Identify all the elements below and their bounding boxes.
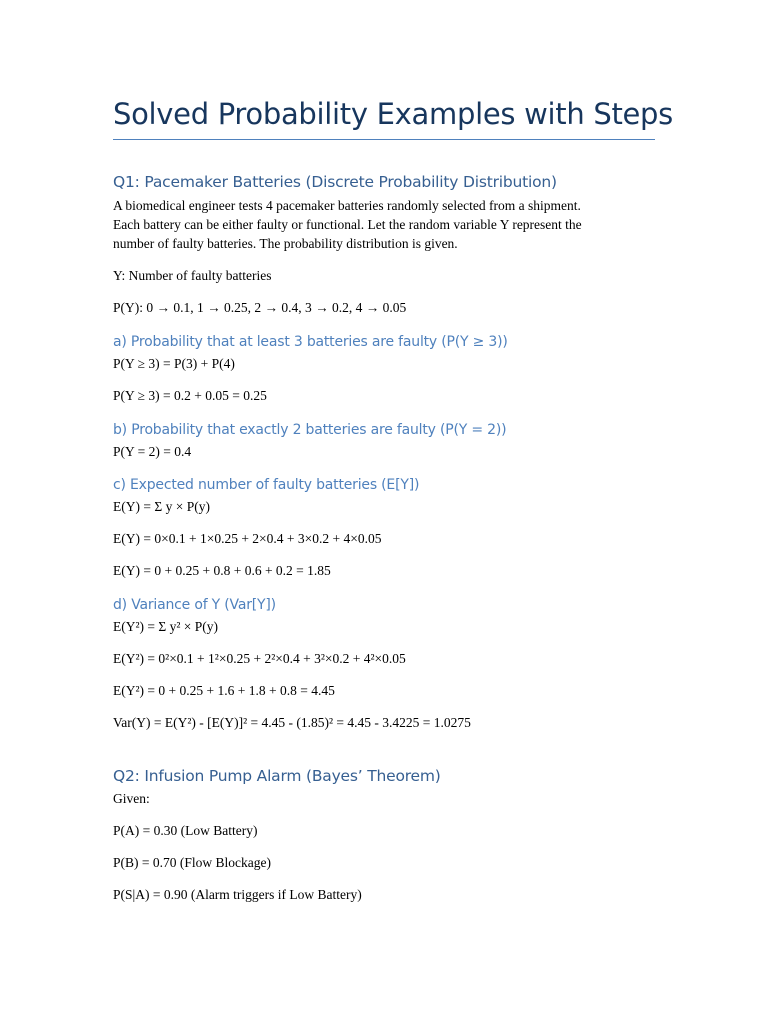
title-underline xyxy=(113,139,655,140)
q2-line: P(B) = 0.70 (Flow Blockage) xyxy=(113,855,271,870)
q1-part-c-line: E(Y) = 0×0.1 + 1×0.25 + 2×0.4 + 3×0.2 + 4×0.05 xyxy=(113,531,382,546)
q1-part-c-line: E(Y) = Σ y × P(y) xyxy=(113,499,210,514)
q1-part-b-line: P(Y = 2) = 0.4 xyxy=(113,444,192,459)
q1-part-b-heading: b) Probability that exactly 2 batteries are faulty (P(Y = 2)) xyxy=(113,422,507,438)
q1-probability-distribution: P(Y): 0 → 0.1, 1 → 0.25, 2 → 0.4, 3 → 0.2, 4 → 0.05 xyxy=(113,300,407,315)
q1-part-d-line: Var(Y) = E(Y²) - [E(Y)]² = 4.45 - (1.85)² = 4.45 - 3.4225 = 1.0275 xyxy=(113,715,471,730)
q2-heading: Q2: Infusion Pump Alarm (Bayes’ Theorem) xyxy=(113,767,441,785)
q1-intro-paragraph xyxy=(113,196,655,253)
q1-heading: Q1: Pacemaker Batteries (Discrete Probability Distribution) xyxy=(113,173,557,191)
q1-part-d-line: E(Y²) = 0 + 0.25 + 1.6 + 1.8 + 0.8 = 4.45 xyxy=(113,683,335,698)
document-title: Solved Probability Examples with Steps xyxy=(113,97,673,131)
q1-intro-line: number of faulty batteries. The probability distribution is given. xyxy=(113,236,458,251)
q1-intro-line: A biomedical engineer tests 4 pacemaker batteries randomly selected from a shipment. xyxy=(113,198,581,213)
q2-line: Given: xyxy=(113,791,150,806)
q1-part-a-heading: a) Probability that at least 3 batteries are faulty (P(Y ≥ 3)) xyxy=(113,334,508,350)
q1-part-a-line: P(Y ≥ 3) = 0.2 + 0.05 = 0.25 xyxy=(113,388,267,403)
q1-y-definition: Y: Number of faulty batteries xyxy=(113,268,272,283)
q1-part-d-line: E(Y²) = Σ y² × P(y) xyxy=(113,619,219,634)
q1-part-c-line: E(Y) = 0 + 0.25 + 0.8 + 0.6 + 0.2 = 1.85 xyxy=(113,563,331,578)
q1-part-d-line: E(Y²) = 0²×0.1 + 1²×0.25 + 2²×0.4 + 3²×0.2 + 4²×0.05 xyxy=(113,651,406,666)
q1-part-c-heading: c) Expected number of faulty batteries (E[Y]) xyxy=(113,477,420,493)
q1-part-a-line: P(Y ≥ 3) = P(3) + P(4) xyxy=(113,356,235,371)
q2-line: P(A) = 0.30 (Low Battery) xyxy=(113,823,258,838)
q1-part-d-heading: d) Variance of Y (Var[Y]) xyxy=(113,597,276,613)
q2-line: P(S|A) = 0.90 (Alarm triggers if Low Battery) xyxy=(113,887,362,902)
q1-intro-line: Each battery can be either faulty or functional. Let the random variable Y represent the xyxy=(113,217,582,232)
